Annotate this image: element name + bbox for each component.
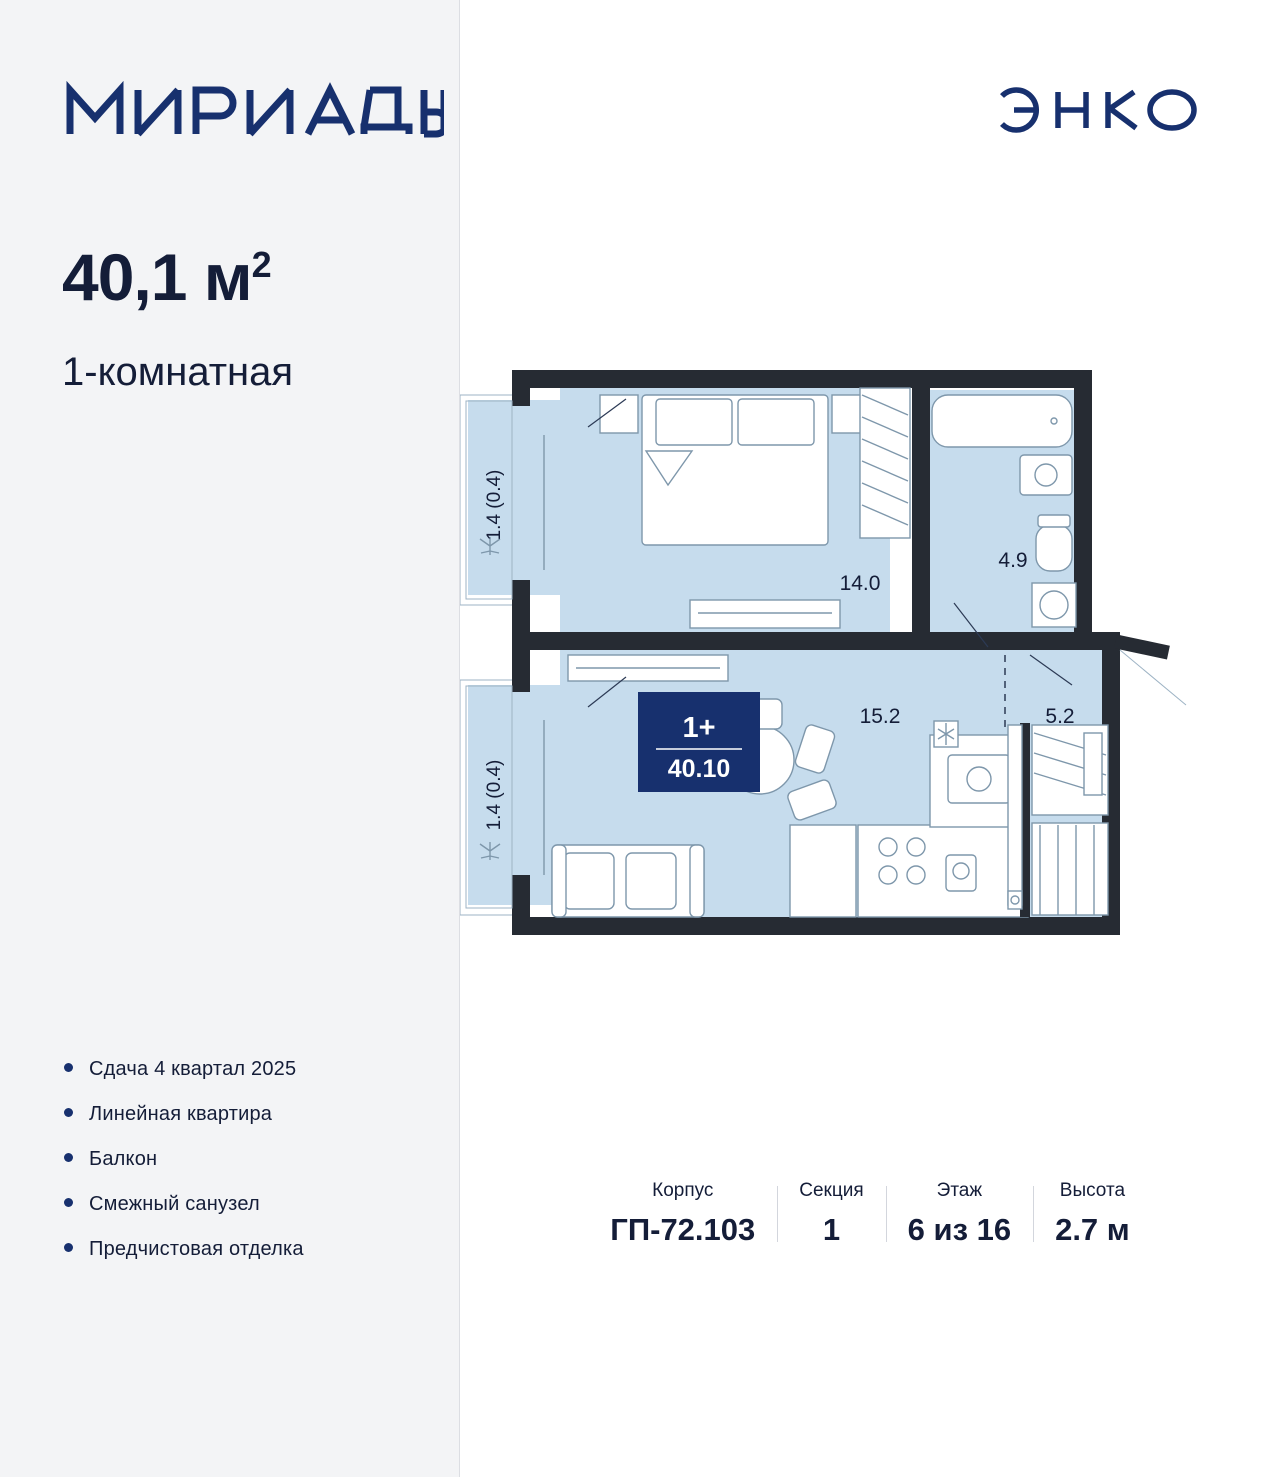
bullet-icon [64,1198,73,1207]
enko-logo [992,84,1202,136]
room-label-living: 15.2 [859,705,901,728]
room-label-bathroom: 4.9 [998,549,1028,572]
feature-label: Смежный санузел [89,1193,260,1215]
room-label-balcony-top: 1.4 (0.4) [484,469,505,541]
bullet-icon [64,1063,73,1072]
bullet-icon [64,1108,73,1117]
badge-area: 40.10 [667,755,731,783]
bullet-icon [64,1153,73,1162]
list-item [64,1103,444,1126]
room-label-balcony-bottom: 1.4 (0.4) [484,759,505,831]
apartment-area [62,240,271,314]
feature-label: Балкон [89,1148,158,1170]
meta-korpus [588,1180,777,1248]
apartment-rooms: 1-комнатная [62,350,294,394]
list-item [64,1148,444,1171]
miriady-logo [64,78,444,142]
badge-rooms: 1+ [682,712,716,744]
meta-label: Этаж [936,1180,983,1201]
bullet-icon [64,1243,73,1252]
feature-label: Сдача 4 квартал 2025 [89,1058,297,1080]
area-unit-exponent: 2 [251,244,271,285]
feature-label: Предчистовая отделка [89,1238,304,1260]
list-item [64,1058,444,1081]
plan-meta [460,1180,1280,1248]
meta-label: Секция [799,1180,864,1201]
meta-value: 1 [822,1212,841,1247]
floor-plan [460,355,1280,975]
meta-vysota [1033,1180,1152,1248]
meta-value: ГП-72.103 [610,1212,756,1247]
list-item [64,1193,444,1216]
plan-panel [460,0,1280,1477]
meta-value: 2.7 м [1055,1212,1130,1247]
meta-value: 6 из 16 [907,1212,1012,1247]
left-info-panel [0,0,460,1477]
area-number: 40,1 м [62,240,252,314]
features-list [64,1058,444,1283]
room-label-hall: 5.2 [1045,705,1075,728]
room-label-bedroom: 14.0 [839,572,881,595]
feature-label: Линейная квартира [89,1103,273,1125]
meta-label: Высота [1059,1180,1126,1201]
meta-etazh [886,1180,1033,1248]
meta-label: Корпус [652,1180,714,1201]
meta-sektsiya [777,1180,885,1248]
list-item [64,1238,444,1261]
